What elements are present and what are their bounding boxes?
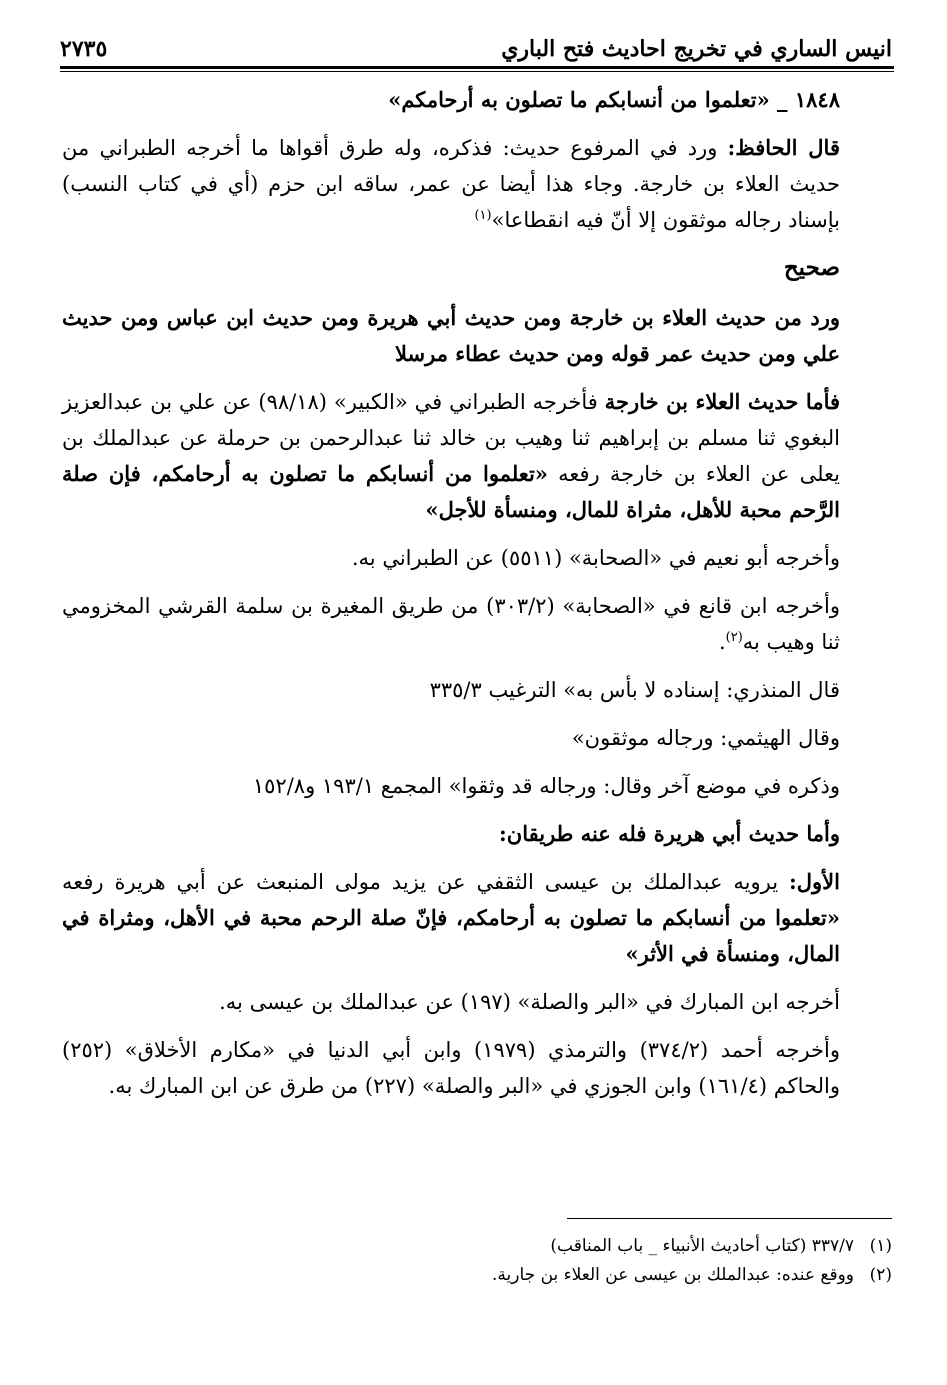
first-text: يرويه عبدالملك بن عيسى الثقفي عن يزيد مولى المنبعث عن أبي هريرة رفعه [62, 870, 790, 894]
ibn-qani-paragraph [62, 588, 892, 660]
haythami-paragraph: وقال الهيثمي: ورجاله موثقون» [571, 726, 840, 750]
page-number: ٢٧٣٥ [60, 36, 108, 62]
first-label: الأول: [789, 869, 840, 894]
ibn-mubarak-paragraph: أخرجه ابن المبارك في «البر والصلة» (١٩٧) عن عبدالملك بن عيسى به. [219, 990, 840, 1014]
ala-label: فأما حديث العلاء بن خارجة [604, 389, 841, 414]
first-route-paragraph [62, 864, 892, 972]
first-matn: «تعلموا من أنسابكم ما تصلون به أرحامكم، فإنّ صلة الرحم محبة في الأهل، ومثراة في المال، ومنسأة في الأثر» [62, 905, 840, 966]
footnote-1 [62, 1232, 892, 1261]
hadith-title: ١٨٤٨ _ «تعلموا من أنسابكم ما تصلون به أرحامكم» [388, 87, 840, 112]
footnote-rule [567, 1218, 892, 1219]
footnote-ref-2: (٢) [725, 630, 743, 645]
footnotes [62, 1232, 892, 1290]
footnote-1-num: (١) [869, 1236, 892, 1256]
mundhiri-paragraph: قال المنذري: إسناده لا بأس به» الترغيب ٣٣٥/٣ [429, 678, 840, 702]
ibn-qani-end: . [718, 630, 726, 654]
ahmad-paragraph: وأخرجه أحمد (٣٧٤/٢) والترمذي (١٩٧٩) وابن أبي الدنيا في «مكارم الأخلاق» (٢٥٢) والحاكم (١٦١/٤) وابن الجوزي في «البر والصلة» (٢٢٧) من طرق عن ابن المبارك به. [62, 1038, 840, 1098]
header-rule-thin [60, 71, 894, 72]
footnote-2-text: ووقع عنده: عبدالملك بن عيسى عن العلاء بن جارية. [492, 1265, 854, 1285]
grade-heading: صحيح [783, 254, 840, 281]
abu-hurayra-heading: وأما حديث أبي هريرة فله عنه طريقان: [499, 821, 840, 846]
ala-text: فأخرجه الطبراني في «الكبير» (٩٨/١٨) عن علي بن عبدالعزيز البغوي ثنا مسلم بن إبراهيم ثنا وهيب بن خالد ثنا عبدالرحمن بن حرملة عن عبدالملك بن يعلى عن العلاء بن خارجة رفعه [62, 390, 840, 486]
header-rule-thick [60, 66, 894, 69]
book-title: انيس الساري في تخريج احاديث فتح الباري [501, 36, 892, 62]
main-text [62, 82, 892, 1116]
footnote-1-text: ٣٣٧/٧ (كتاب أحاديث الأنبياء _ باب المناقب) [550, 1236, 854, 1256]
summary-paragraph: ورد من حديث العلاء بن خارجة ومن حديث أبي هريرة ومن حديث ابن عباس ومن حديث علي ومن حديث عمر قوله ومن حديث عطاء مرسلا [62, 305, 840, 366]
another-place-paragraph: وذكره في موضع آخر وقال: ورجاله قد وثقوا» المجمع ١٩٣/١ و١٥٢/٨ [252, 774, 840, 798]
page-header [60, 28, 892, 62]
abu-nuaym-paragraph: وأخرجه أبو نعيم في «الصحابة» (٥٥١١) عن الطبراني به. [351, 546, 840, 570]
hafiz-label: قال الحافظ: [727, 135, 840, 160]
footnote-ref-1: (١) [474, 208, 492, 223]
footnote-2-num: (٢) [869, 1265, 892, 1285]
ala-paragraph [62, 384, 892, 528]
ibn-qani-text: وأخرجه ابن قانع في «الصحابة» (٣٠٣/٢) من طريق المغيرة بن سلمة القرشي المخزومي ثنا وهيب به [62, 594, 840, 654]
footnote-2 [62, 1261, 892, 1290]
hafiz-paragraph [62, 130, 892, 238]
ala-matn: «تعلموا من أنسابكم ما تصلون به أرحامكم، فإن صلة الرَّحم محبة للأهل، مثراة للمال، ومنسأة للأجل» [62, 461, 840, 522]
hafiz-text: ورد في المرفوع حديث: فذكره، وله طرق أقواها ما أخرجه الطبراني من حديث العلاء بن خارجة. وجاء هذا أيضا عن عمر، ساقه ابن حزم (أي في كتاب النسب) بإسناد رجاله موثقون إلا أنّ فيه انقطاعا» [62, 136, 840, 232]
